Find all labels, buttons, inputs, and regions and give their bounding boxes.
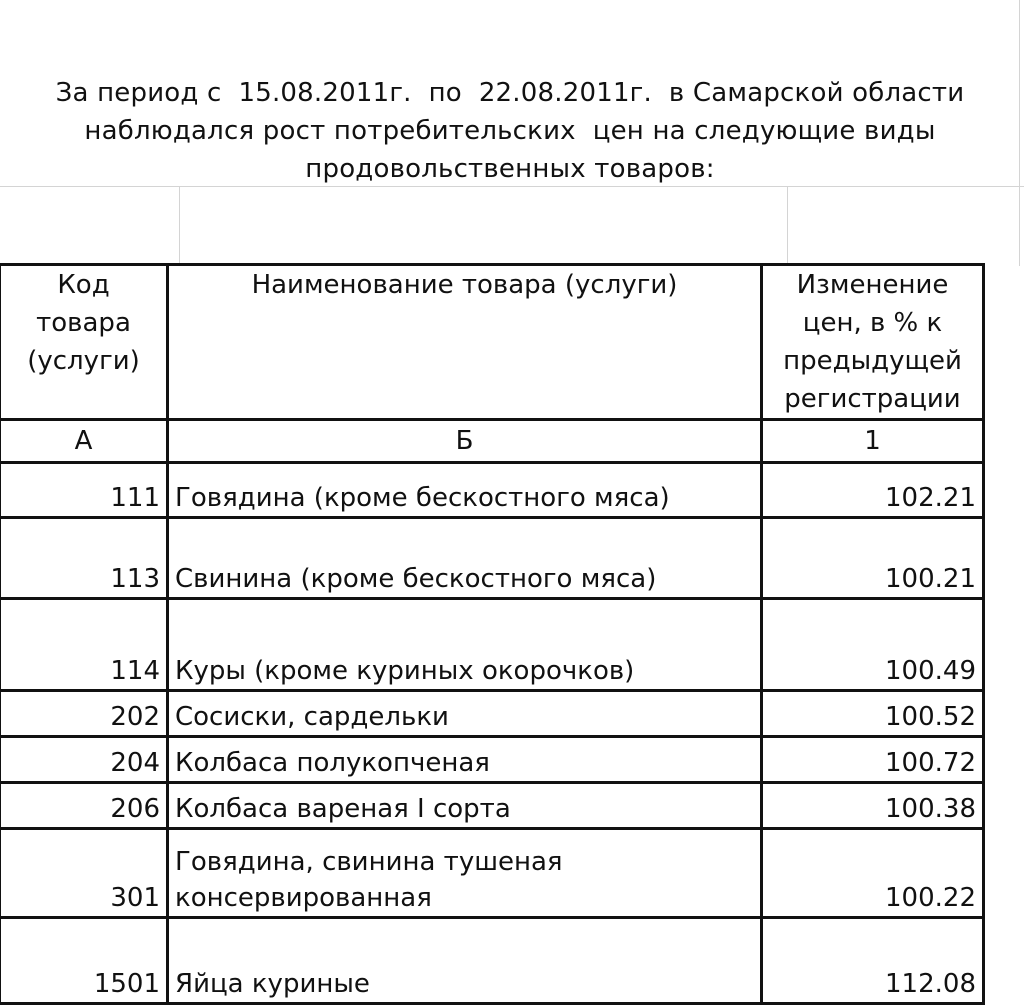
cell-value: 100.72	[762, 737, 984, 783]
cell-code: 1501	[0, 918, 168, 1004]
report-title	[0, 74, 1020, 188]
cell-code: 204	[0, 737, 168, 783]
cell-value: 100.52	[762, 691, 984, 737]
subheader-change: 1	[762, 420, 984, 463]
title-line-1: За период с 15.08.2011г. по 22.08.2011г. в Самарской области	[55, 78, 965, 108]
cell-name: Говядина, свинина тушеная консервированная	[168, 829, 762, 918]
cell-name: Колбаса вареная I сорта	[168, 783, 762, 829]
gridline	[787, 186, 788, 266]
table-row	[0, 691, 984, 737]
cell-code: 111	[0, 463, 168, 518]
table-row	[0, 829, 984, 918]
cell-value: 100.22	[762, 829, 984, 918]
cell-value: 102.21	[762, 463, 984, 518]
cell-name: Говядина (кроме бескостного мяса)	[168, 463, 762, 518]
cell-value: 112.08	[762, 918, 984, 1004]
cell-name: Куры (кроме куриных окорочков)	[168, 599, 762, 691]
header-name: Наименование товара (услуги)	[168, 265, 762, 420]
table-row	[0, 463, 984, 518]
cell-value: 100.21	[762, 518, 984, 599]
cell-code: 202	[0, 691, 168, 737]
header-code: Код товара (услуги)	[0, 265, 168, 420]
subheader-code: А	[0, 420, 168, 463]
cell-code: 114	[0, 599, 168, 691]
table-row	[0, 737, 984, 783]
header-change: Изменение цен, в % к предыдущей регистрации	[762, 265, 984, 420]
cell-name: Свинина (кроме бескостного мяса)	[168, 518, 762, 599]
table-header-row	[0, 265, 984, 420]
gridline	[179, 186, 180, 266]
price-change-table	[0, 263, 985, 1005]
table-row	[0, 518, 984, 599]
cell-value: 100.49	[762, 599, 984, 691]
title-line-2: наблюдался рост потребительских цен на следующие виды	[84, 116, 936, 146]
table-row	[0, 918, 984, 1004]
cell-code: 206	[0, 783, 168, 829]
title-line-3: продовольственных товаров:	[305, 154, 715, 184]
cell-value: 100.38	[762, 783, 984, 829]
table-row	[0, 599, 984, 691]
cell-name: Яйца куриные	[168, 918, 762, 1004]
cell-name: Сосиски, сардельки	[168, 691, 762, 737]
cell-code: 301	[0, 829, 168, 918]
cell-code: 113	[0, 518, 168, 599]
table-subheader-row	[0, 420, 984, 463]
subheader-name: Б	[168, 420, 762, 463]
cell-name: Колбаса полукопченая	[168, 737, 762, 783]
table-row	[0, 783, 984, 829]
